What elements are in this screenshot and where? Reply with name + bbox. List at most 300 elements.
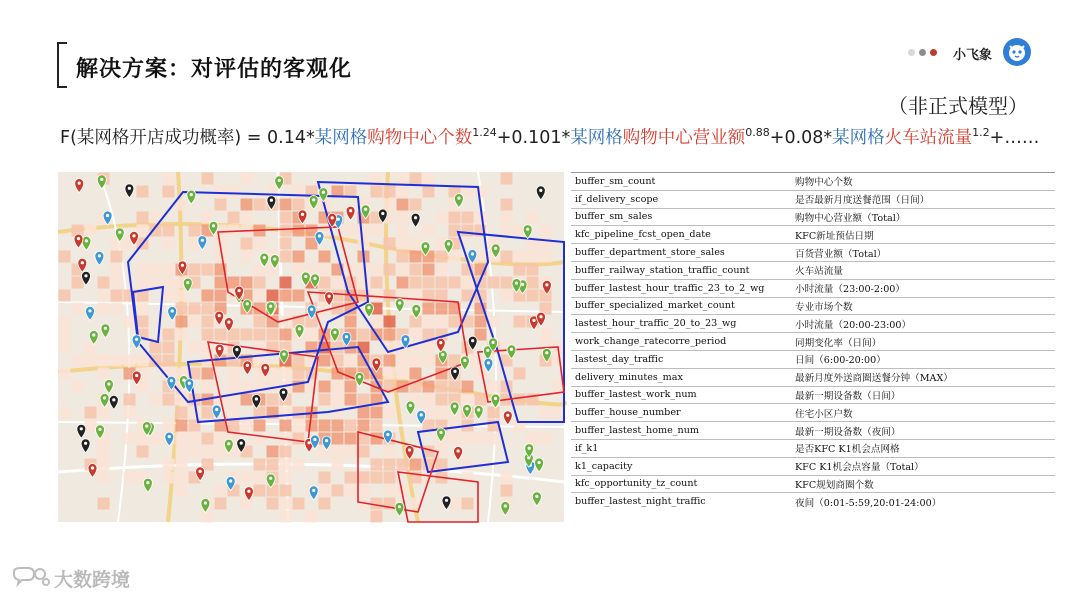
heat-cell — [280, 407, 292, 419]
heat-cell — [410, 238, 422, 250]
heat-cell — [345, 485, 357, 497]
heat-cell — [202, 316, 214, 328]
heat-cell — [501, 173, 513, 185]
formula-term-3-coef: 0.08* — [784, 128, 833, 148]
heat-cell — [293, 225, 305, 237]
heat-cell — [176, 303, 188, 315]
heat-cell — [280, 212, 292, 224]
heat-cell — [98, 277, 110, 289]
heat-cell — [72, 355, 84, 367]
heat-cell — [488, 277, 500, 289]
chat-bubble-icon — [10, 566, 50, 592]
heat-cell — [384, 186, 396, 198]
heat-cell — [215, 277, 227, 289]
heat-cell — [163, 238, 175, 250]
heat-cell — [72, 303, 84, 315]
heat-cell — [163, 290, 175, 302]
heat-cell — [254, 290, 266, 302]
heat-cell — [59, 407, 71, 419]
heat-cell — [345, 446, 357, 458]
heat-cell — [436, 264, 448, 276]
map-pin-icon — [474, 405, 483, 419]
heat-cell — [176, 316, 188, 328]
heat-cell — [332, 277, 344, 289]
heat-cell — [371, 420, 383, 432]
map-pin-icon — [523, 225, 532, 239]
heat-cell — [475, 368, 487, 380]
heat-cell — [345, 355, 357, 367]
heat-cell — [163, 264, 175, 276]
heat-cell — [111, 290, 123, 302]
heat-cell — [397, 264, 409, 276]
feature-key: buffer_lastest_work_num — [571, 386, 791, 404]
heat-cell — [397, 173, 409, 185]
heat-cell — [553, 407, 565, 419]
heat-cell — [397, 355, 409, 367]
heat-cell — [215, 485, 227, 497]
heat-cell — [254, 316, 266, 328]
heat-cell — [241, 472, 253, 484]
feature-key: delivery_minutes_max — [571, 368, 791, 386]
heat-cell — [124, 407, 136, 419]
heat-cell — [280, 225, 292, 237]
feature-key: buffer_department_store_sales — [571, 244, 791, 262]
heat-cell — [449, 212, 461, 224]
heat-cell — [293, 407, 305, 419]
heat-cell — [423, 277, 435, 289]
heat-cell — [241, 251, 253, 263]
heat-cell — [189, 342, 201, 354]
brand-dot-2 — [919, 49, 926, 56]
heat-cell — [384, 238, 396, 250]
footer-logo — [10, 565, 130, 592]
map-pin-icon — [365, 303, 374, 317]
feature-desc: 住宅小区户数 — [791, 404, 1055, 422]
heat-cell — [98, 446, 110, 458]
heat-cell — [384, 368, 396, 380]
heat-cell — [345, 225, 357, 237]
heat-cell — [540, 225, 552, 237]
heat-cell — [59, 329, 71, 341]
heat-cell — [137, 303, 149, 315]
heat-cell — [215, 329, 227, 341]
heat-cell — [163, 277, 175, 289]
map-pin-icon — [460, 356, 469, 370]
feature-desc: KFC规划商圈个数 — [791, 475, 1055, 493]
heat-cell — [462, 225, 474, 237]
feature-desc: KFC K1机会点容量（Total） — [791, 457, 1055, 475]
heat-cell — [215, 251, 227, 263]
heat-cell — [397, 199, 409, 211]
brand-dots — [908, 49, 937, 56]
heat-cell — [371, 459, 383, 471]
heat-cell — [202, 173, 214, 185]
heat-cell — [189, 316, 201, 328]
heat-cell — [475, 433, 487, 445]
heat-cell — [475, 316, 487, 328]
heat-cell — [254, 199, 266, 211]
formula-term-3-exp: 1.2 — [972, 126, 990, 140]
heat-cell — [319, 498, 331, 510]
heat-cell — [397, 368, 409, 380]
heat-cell — [501, 199, 513, 211]
heat-cell — [319, 472, 331, 484]
heat-cell — [514, 316, 526, 328]
map-pin-icon — [395, 299, 404, 313]
heat-cell — [176, 329, 188, 341]
map-pin-icon — [104, 380, 113, 394]
heat-cell — [124, 472, 136, 484]
table-row — [571, 368, 1055, 386]
heat-cell — [254, 342, 266, 354]
feature-key: buffer_lastest_hour_traffic_23_to_2_wg — [571, 279, 791, 297]
heat-cell — [241, 329, 253, 341]
heat-cell — [540, 329, 552, 341]
map-pin-icon — [97, 175, 106, 189]
heat-cell — [540, 407, 552, 419]
table-row — [571, 386, 1055, 404]
heat-cell — [410, 355, 422, 367]
feature-desc: 最新一期设备数（夜间） — [791, 422, 1055, 440]
heat-cell — [280, 498, 292, 510]
heat-cell — [514, 368, 526, 380]
heat-cell — [280, 199, 292, 211]
heat-cell — [293, 498, 305, 510]
heat-cell — [111, 251, 123, 263]
heat-cell — [345, 381, 357, 393]
feature-desc: 百货营业额（Total） — [791, 244, 1055, 262]
heat-cell — [488, 407, 500, 419]
page-title: 解决方案：对评估的客观化 — [76, 57, 353, 82]
feature-key: buffer_specialized_market_count — [571, 297, 791, 315]
heat-cell — [111, 355, 123, 367]
map-pin-icon — [86, 306, 95, 320]
feature-desc: 最新一期设备数（日间） — [791, 386, 1055, 404]
map-pin-icon — [109, 395, 118, 409]
heat-cell — [202, 329, 214, 341]
map-pin-icon — [243, 361, 252, 375]
heat-cell — [228, 420, 240, 432]
heat-cell — [163, 342, 175, 354]
heat-cell — [371, 511, 383, 523]
heat-cell — [527, 251, 539, 263]
feature-table-wrap — [571, 172, 1055, 509]
heat-cell — [189, 407, 201, 419]
heat-cell — [319, 381, 331, 393]
heat-cell — [59, 251, 71, 263]
heat-cell — [189, 433, 201, 445]
heat-cell — [423, 173, 435, 185]
feature-desc: 同期变化率（日间） — [791, 333, 1055, 351]
heat-cell — [332, 420, 344, 432]
heat-cell — [241, 498, 253, 510]
heat-cell — [176, 407, 188, 419]
heat-cell — [228, 186, 240, 198]
map-pin-icon — [395, 502, 404, 516]
heat-cell — [462, 459, 474, 471]
heat-cell — [202, 368, 214, 380]
heat-cell — [280, 277, 292, 289]
heat-cell — [150, 264, 162, 276]
heat-cell — [436, 277, 448, 289]
map-pin-icon — [75, 179, 84, 193]
heat-cell — [410, 251, 422, 263]
heat-cell — [111, 264, 123, 276]
heat-cell — [98, 407, 110, 419]
heat-cell — [293, 355, 305, 367]
formula-term-1-coef: 0.14* — [267, 128, 315, 148]
feature-key: buffer_railway_station_traffic_count — [571, 261, 791, 279]
heat-cell — [189, 264, 201, 276]
heat-cell — [345, 420, 357, 432]
heat-cell — [332, 446, 344, 458]
heat-cell — [202, 433, 214, 445]
map-pin-icon — [88, 464, 97, 478]
heat-cell — [449, 251, 461, 263]
heat-cell — [436, 459, 448, 471]
heat-cell — [397, 459, 409, 471]
heat-cell — [163, 459, 175, 471]
map-pin-icon — [74, 234, 83, 248]
heat-cell — [436, 251, 448, 263]
heat-cell — [436, 381, 448, 393]
heat-cell — [371, 407, 383, 419]
heat-cell — [449, 381, 461, 393]
heat-cell — [306, 420, 318, 432]
table-row — [571, 297, 1055, 315]
heat-cell — [202, 407, 214, 419]
feature-desc: 购物中心个数 — [791, 173, 1055, 191]
map-pin-icon — [532, 492, 541, 506]
heat-cell — [150, 394, 162, 406]
heat-cell — [449, 433, 461, 445]
heat-cell — [163, 173, 175, 185]
heat-cell — [514, 394, 526, 406]
heat-cell — [358, 485, 370, 497]
heat-cell — [462, 212, 474, 224]
table-row — [571, 457, 1055, 475]
heat-cell — [436, 394, 448, 406]
heat-cell — [280, 251, 292, 263]
heat-cell — [371, 433, 383, 445]
heat-cell — [423, 355, 435, 367]
feature-key: buffer_sm_sales — [571, 208, 791, 226]
heat-cell — [410, 173, 422, 185]
heat-cell — [98, 303, 110, 315]
heat-cell — [85, 420, 97, 432]
heat-cell — [215, 498, 227, 510]
heat-cell — [124, 355, 136, 367]
heat-cell — [163, 329, 175, 341]
table-row — [571, 244, 1055, 262]
feature-desc: 最新月度外送商圈送餐分钟（MAX） — [791, 368, 1055, 386]
formula-term-1-feature: 购物中心个数 — [367, 128, 473, 148]
heat-cell — [267, 329, 279, 341]
heat-cell — [462, 498, 474, 510]
heat-cell — [332, 485, 344, 497]
heat-cell — [241, 173, 253, 185]
heat-cell — [215, 199, 227, 211]
formula-term-3-joiner: +…… — [989, 128, 1040, 148]
heat-cell — [397, 277, 409, 289]
feature-desc: 购物中心营业额（Total） — [791, 208, 1055, 226]
feature-desc: 日间（6:00-20:00） — [791, 350, 1055, 368]
heat-cell — [176, 459, 188, 471]
heat-cell — [410, 277, 422, 289]
heat-cell — [462, 394, 474, 406]
map-pin-icon — [168, 307, 177, 321]
heat-cell — [527, 433, 539, 445]
heat-cell — [319, 264, 331, 276]
heat-cell — [358, 394, 370, 406]
map-pin-icon — [201, 499, 210, 513]
heat-cell — [241, 277, 253, 289]
feature-desc: 夜间（0:01-5:59,20:01-24:00） — [791, 493, 1055, 510]
table-row — [571, 208, 1055, 226]
heat-cell — [163, 225, 175, 237]
elephant-face-icon — [1003, 38, 1031, 66]
table-row — [571, 439, 1055, 457]
heat-cell — [202, 381, 214, 393]
heat-cell — [176, 446, 188, 458]
heat-cell — [384, 446, 396, 458]
heat-cell — [527, 212, 539, 224]
map-pin-icon — [536, 186, 545, 200]
heat-cell — [267, 498, 279, 510]
heat-cell — [345, 394, 357, 406]
heat-cell — [423, 264, 435, 276]
heat-cell — [280, 446, 292, 458]
heat-cell — [319, 420, 331, 432]
table-row — [571, 279, 1055, 297]
heat-cell — [319, 485, 331, 497]
heat-cell — [176, 433, 188, 445]
heat-cell — [332, 394, 344, 406]
heat-cell — [293, 420, 305, 432]
heat-cell — [254, 472, 266, 484]
brand-name: 小飞象 — [953, 48, 993, 63]
heat-cell — [85, 407, 97, 419]
heat-cell — [137, 186, 149, 198]
heat-cell — [384, 329, 396, 341]
heat-cell — [540, 251, 552, 263]
heat-cell — [384, 264, 396, 276]
heat-cell — [280, 329, 292, 341]
heat-cell — [345, 433, 357, 445]
heat-cell — [384, 459, 396, 471]
heat-cell — [137, 446, 149, 458]
heat-cell — [176, 485, 188, 497]
heat-cell — [514, 264, 526, 276]
feature-key: if_k1 — [571, 439, 791, 457]
heat-cell — [436, 290, 448, 302]
heat-cell — [98, 368, 110, 380]
heat-cell — [501, 472, 513, 484]
heat-cell — [59, 316, 71, 328]
map-pin-icon — [501, 502, 510, 516]
formula-prefix: F(某网格开店成功概率) = — [60, 128, 268, 148]
map-pin-icon — [125, 184, 134, 198]
formula-term-1-joiner: + — [496, 128, 512, 148]
heat-cell — [462, 381, 474, 393]
heat-cell — [358, 264, 370, 276]
heat-cell — [124, 433, 136, 445]
heat-cell — [436, 303, 448, 315]
table-row — [571, 475, 1055, 493]
heat-cell — [267, 485, 279, 497]
feature-key: k1_capacity — [571, 457, 791, 475]
heat-cell — [280, 420, 292, 432]
heat-cell — [293, 199, 305, 211]
feature-desc: KFC新址预估日期 — [791, 226, 1055, 244]
heat-cell — [254, 433, 266, 445]
heat-cell — [410, 199, 422, 211]
heat-cell — [449, 420, 461, 432]
heat-cell — [319, 251, 331, 263]
heat-cell — [267, 446, 279, 458]
heat-cell — [228, 407, 240, 419]
heat-cell — [202, 264, 214, 276]
heat-cell — [319, 277, 331, 289]
table-row — [571, 261, 1055, 279]
heat-cell — [98, 459, 110, 471]
heat-cell — [111, 303, 123, 315]
heat-cell — [332, 459, 344, 471]
feature-key: lastest_day_traffic — [571, 350, 791, 368]
heat-cell — [163, 355, 175, 367]
heat-cell — [501, 251, 513, 263]
heat-cell — [397, 238, 409, 250]
heat-cell — [462, 433, 474, 445]
heat-cell — [371, 498, 383, 510]
feature-key: kfc_opportunity_tz_count — [571, 475, 791, 493]
heat-cell — [410, 329, 422, 341]
map-pin-icon — [491, 394, 500, 408]
heat-cell — [267, 394, 279, 406]
heat-cell — [293, 368, 305, 380]
feature-key: lastest_hour_traffic_20_to_23_wg — [571, 315, 791, 333]
heat-cell — [98, 472, 110, 484]
heat-cell — [371, 225, 383, 237]
heat-cell — [59, 290, 71, 302]
heat-cell — [527, 290, 539, 302]
map-pin-icon — [309, 486, 318, 500]
heat-cell — [137, 212, 149, 224]
heat-cell — [267, 290, 279, 302]
grid-heat-map — [58, 172, 564, 522]
model-note: （非正式模型） — [888, 94, 1028, 118]
feature-key: kfc_pipeline_fcst_open_date — [571, 226, 791, 244]
feature-table — [571, 172, 1055, 510]
heat-cell — [332, 381, 344, 393]
heat-cell — [215, 186, 227, 198]
map-pin-icon — [77, 424, 86, 438]
heat-cell — [371, 316, 383, 328]
heat-cell — [488, 381, 500, 393]
heat-cell — [228, 381, 240, 393]
heat-cell — [59, 368, 71, 380]
map-pin-icon — [187, 190, 196, 204]
heat-cell — [306, 329, 318, 341]
heat-cell — [150, 342, 162, 354]
map-pin-icon — [143, 478, 152, 492]
feature-key: buffer_lastest_home_num — [571, 422, 791, 440]
heat-cell — [345, 472, 357, 484]
heat-cell — [306, 511, 318, 523]
heat-cell — [358, 420, 370, 432]
table-row — [571, 173, 1055, 191]
heat-cell — [72, 381, 84, 393]
